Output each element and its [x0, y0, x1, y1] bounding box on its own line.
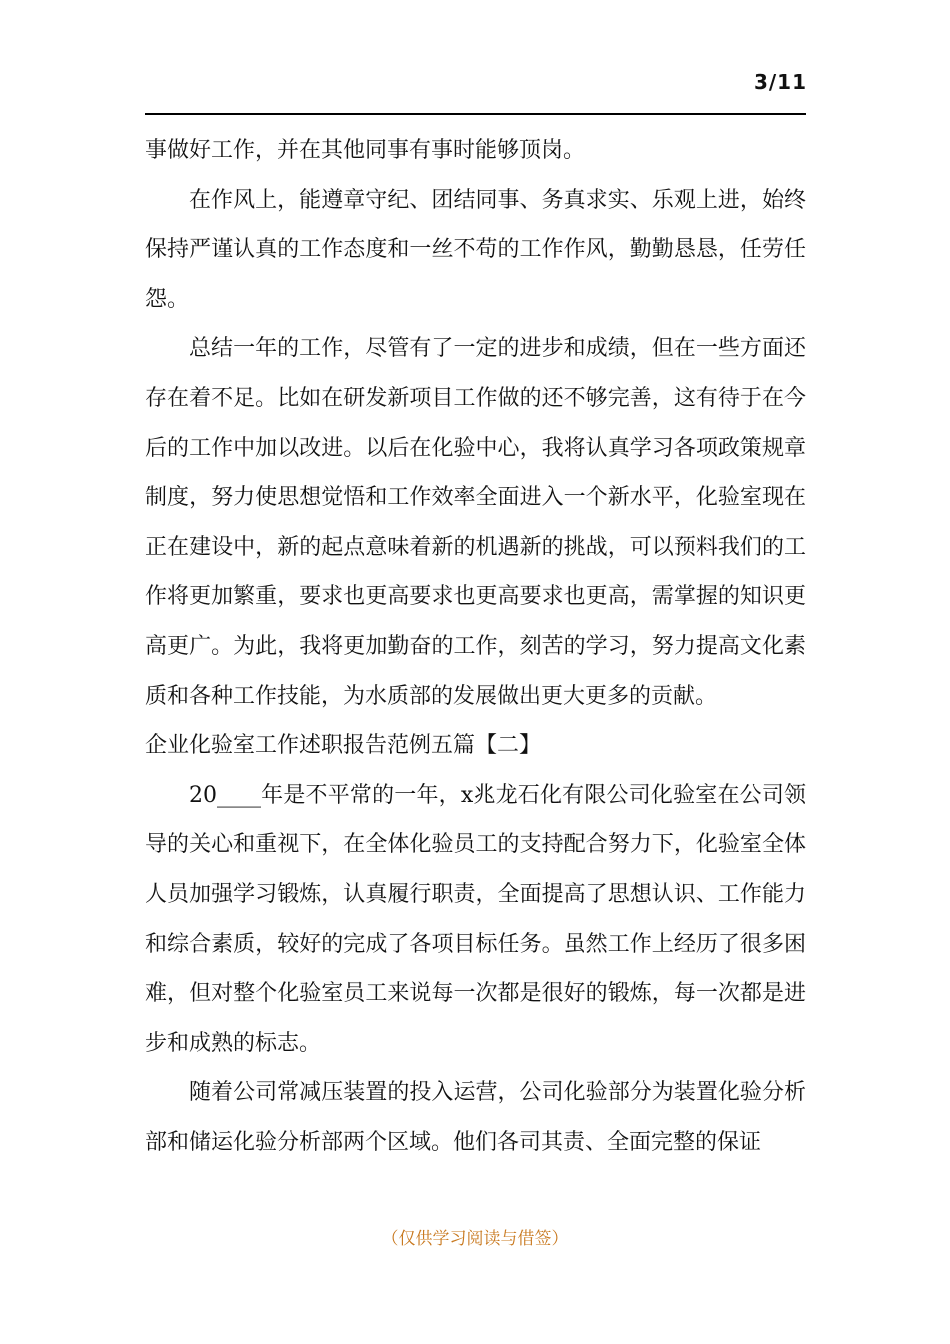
paragraph-year-review: 20____年是不平常的一年，x兆龙石化有限公司化验室在公司领导的关心和重视下，在全体化验员工的支持配合努力下，化验室全体人员加强学习锻炼，认真履行职责，全面提高了思想认识、工作能力和综合素质，较好的完成了各项目标任务。虽然工作上经历了很多困难，但对整个化验室员工来说每一次都是很好的锻炼，每一次都是进步和成熟的标志。	[145, 782, 806, 1056]
paragraph-continuation: 事做好工作，并在其他同事有事时能够顶岗。	[145, 138, 586, 163]
page-number: 3/11	[753, 70, 807, 94]
document-body	[145, 126, 806, 1167]
paragraph-work-style: 在作风上，能遵章守纪、团结同事、务真求实、乐观上进，始终保持严谨认真的工作态度和一丝不苟的工作作风，勤勤恳恳，任劳任怨。	[145, 187, 806, 312]
paragraph-departments: 随着公司常减压装置的投入运营，公司化验部分为装置化验分析部和储运化验分析部两个区域。他们各司其责、全面完整的保证	[145, 1080, 806, 1155]
header-rule	[145, 113, 806, 115]
footer-note: （仅供学习阅读与借签）	[381, 1229, 569, 1249]
section-heading: 企业化验室工作述职报告范例五篇【二】	[145, 733, 542, 759]
paragraph-summary: 总结一年的工作，尽管有了一定的进步和成绩，但在一些方面还存在着不足。比如在研发新项目工作做的还不够完善，这有待于在今后的工作中加以改进。以后在化验中心，我将认真学习各项政策规章制度，努力使思想觉悟和工作效率全面进入一个新水平，化验室现在正在建设中，新的起点意味着新的机遇新的挑战，可以预料我们的工作将更加繁重，要求也更高要求也更高要求也更高，需掌握的知识更高更广。为此，我将更加勤奋的工作，刻苦的学习，努力提高文化素质和各种工作技能，为水质部的发展做出更大更多的贡献。	[145, 336, 806, 709]
